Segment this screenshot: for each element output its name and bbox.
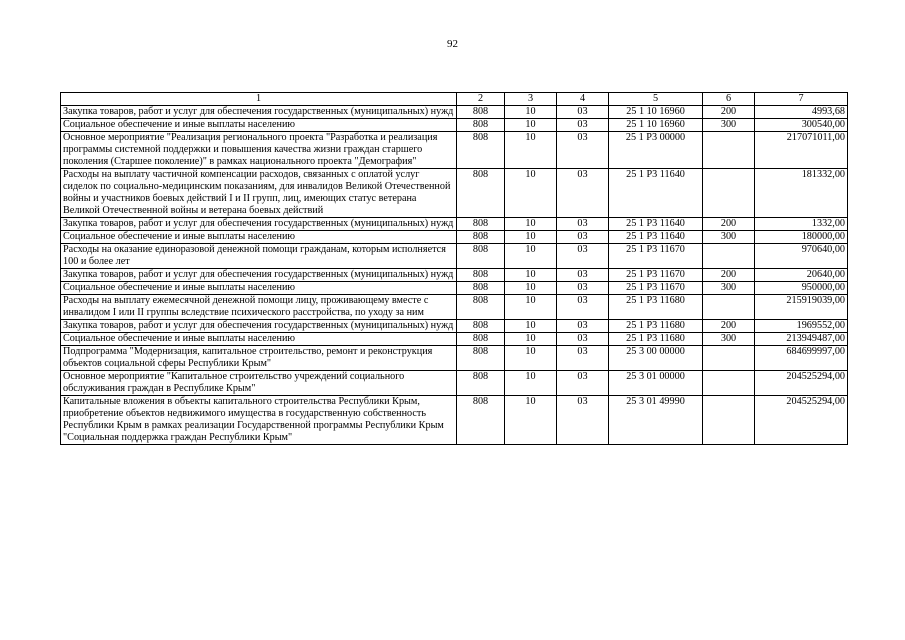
row-name-cell: Капитальные вложения в объекты капитального строительства Республики Крым, приобретение объектов недвижимого имущества в государственную собственность Республики Крым в рамках реализации Государственной программы Республики Крым "Социальная поддержка граждан Республики Крым": [61, 396, 457, 445]
row-expense-type-cell: [703, 244, 755, 269]
row-amount-cell: 300540,00: [755, 119, 848, 132]
row-expense-type-cell: [703, 295, 755, 320]
row-target-article-cell: 25 1 P3 11680: [609, 333, 703, 346]
row-section-cell: 10: [505, 282, 557, 295]
row-section-cell: 10: [505, 320, 557, 333]
row-section-cell: 10: [505, 269, 557, 282]
row-amount-cell: 950000,00: [755, 282, 848, 295]
row-grbs-cell: 808: [457, 132, 505, 169]
row-name-cell: Расходы на оказание единоразовой денежной помощи гражданам, которым исполняется 100 и более лет: [61, 244, 457, 269]
table-row: [61, 218, 848, 231]
row-subsection-cell: 03: [557, 320, 609, 333]
row-grbs-cell: 808: [457, 295, 505, 320]
row-section-cell: 10: [505, 244, 557, 269]
row-section-cell: 10: [505, 371, 557, 396]
row-expense-type-cell: 300: [703, 231, 755, 244]
table-row: [61, 346, 848, 371]
row-expense-type-cell: 300: [703, 119, 755, 132]
row-name-cell: Основное мероприятие "Реализация регионального проекта "Разработка и реализация программы системной поддержки и повышения качества жизни граждан старшего поколения (Старшее поколение)" в рамках национального проекта "Демография": [61, 132, 457, 169]
row-grbs-cell: 808: [457, 119, 505, 132]
row-expense-type-cell: 300: [703, 282, 755, 295]
row-name-cell: Закупка товаров, работ и услуг для обеспечения государственных (муниципальных) нужд: [61, 269, 457, 282]
row-subsection-cell: 03: [557, 282, 609, 295]
row-name-cell: Подпрограмма "Модернизация, капитальное строительство, ремонт и реконструкция объектов социальной сферы Республики Крым": [61, 346, 457, 371]
row-subsection-cell: 03: [557, 169, 609, 218]
row-section-cell: 10: [505, 218, 557, 231]
row-section-cell: 10: [505, 106, 557, 119]
row-section-cell: 10: [505, 231, 557, 244]
row-name-cell: Закупка товаров, работ и услуг для обеспечения государственных (муниципальных) нужд: [61, 320, 457, 333]
row-grbs-cell: 808: [457, 371, 505, 396]
header-cell: 7: [755, 93, 848, 106]
table-row: [61, 244, 848, 269]
row-target-article-cell: 25 1 P3 11640: [609, 218, 703, 231]
row-amount-cell: 213949487,00: [755, 333, 848, 346]
row-expense-type-cell: [703, 346, 755, 371]
row-section-cell: 10: [505, 333, 557, 346]
row-target-article-cell: 25 1 P3 11640: [609, 231, 703, 244]
row-expense-type-cell: [703, 396, 755, 445]
row-target-article-cell: 25 1 P3 11640: [609, 169, 703, 218]
row-name-cell: Социальное обеспечение и иные выплаты населению: [61, 282, 457, 295]
row-expense-type-cell: 200: [703, 106, 755, 119]
row-subsection-cell: 03: [557, 371, 609, 396]
row-amount-cell: 204525294,00: [755, 396, 848, 445]
row-subsection-cell: 03: [557, 132, 609, 169]
row-amount-cell: 204525294,00: [755, 371, 848, 396]
row-expense-type-cell: [703, 371, 755, 396]
table-row: [61, 132, 848, 169]
row-target-article-cell: 25 1 P3 11670: [609, 244, 703, 269]
table-row: [61, 333, 848, 346]
header-cell: 4: [557, 93, 609, 106]
row-subsection-cell: 03: [557, 295, 609, 320]
row-target-article-cell: 25 1 P3 00000: [609, 132, 703, 169]
row-grbs-cell: 808: [457, 106, 505, 119]
row-expense-type-cell: 200: [703, 218, 755, 231]
row-subsection-cell: 03: [557, 396, 609, 445]
row-expense-type-cell: 200: [703, 320, 755, 333]
row-grbs-cell: 808: [457, 346, 505, 371]
row-grbs-cell: 808: [457, 244, 505, 269]
row-amount-cell: 217071011,00: [755, 132, 848, 169]
row-name-cell: Социальное обеспечение и иные выплаты населению: [61, 231, 457, 244]
row-subsection-cell: 03: [557, 346, 609, 371]
row-grbs-cell: 808: [457, 320, 505, 333]
row-expense-type-cell: [703, 132, 755, 169]
row-target-article-cell: 25 3 01 00000: [609, 371, 703, 396]
row-target-article-cell: 25 1 10 16960: [609, 119, 703, 132]
row-subsection-cell: 03: [557, 333, 609, 346]
table-row: [61, 106, 848, 119]
header-cell: 1: [61, 93, 457, 106]
row-grbs-cell: 808: [457, 396, 505, 445]
row-amount-cell: 684699997,00: [755, 346, 848, 371]
row-name-cell: Расходы на выплату ежемесячной денежной помощи лицу, проживающему вместе с инвалидом I или II группы вследствие психического расстройства, по уходу за ним: [61, 295, 457, 320]
row-section-cell: 10: [505, 295, 557, 320]
header-cell: 6: [703, 93, 755, 106]
table-row: [61, 371, 848, 396]
header-cell: 3: [505, 93, 557, 106]
row-name-cell: Основное мероприятие "Капитальное строительство учреждений социального обслуживания граждан в Республике Крым": [61, 371, 457, 396]
table-row: [61, 231, 848, 244]
row-target-article-cell: 25 1 P3 11670: [609, 269, 703, 282]
row-subsection-cell: 03: [557, 218, 609, 231]
row-section-cell: 10: [505, 119, 557, 132]
row-amount-cell: 215919039,00: [755, 295, 848, 320]
row-subsection-cell: 03: [557, 106, 609, 119]
row-amount-cell: 1969552,00: [755, 320, 848, 333]
table-row: [61, 282, 848, 295]
row-grbs-cell: 808: [457, 333, 505, 346]
row-section-cell: 10: [505, 346, 557, 371]
row-name-cell: Социальное обеспечение и иные выплаты населению: [61, 333, 457, 346]
row-target-article-cell: 25 1 10 16960: [609, 106, 703, 119]
row-target-article-cell: 25 3 00 00000: [609, 346, 703, 371]
row-grbs-cell: 808: [457, 231, 505, 244]
table-row: [61, 320, 848, 333]
budget-table: [60, 92, 848, 445]
row-grbs-cell: 808: [457, 282, 505, 295]
row-subsection-cell: 03: [557, 244, 609, 269]
header-row: [61, 93, 848, 106]
row-expense-type-cell: [703, 169, 755, 218]
table-row: [61, 295, 848, 320]
header-cell: 5: [609, 93, 703, 106]
row-grbs-cell: 808: [457, 218, 505, 231]
row-name-cell: Социальное обеспечение и иные выплаты населению: [61, 119, 457, 132]
row-amount-cell: 20640,00: [755, 269, 848, 282]
row-name-cell: Закупка товаров, работ и услуг для обеспечения государственных (муниципальных) нужд: [61, 106, 457, 119]
row-target-article-cell: 25 1 P3 11670: [609, 282, 703, 295]
row-name-cell: Расходы на выплату частичной компенсации расходов, связанных с оплатой услуг сиделок по социально-медицинским показаниям, для инвалидов Великой Отечественной войны и участников боевых действий I и II групп, лиц, имеющих статус ветерана Великой Отечественной войны и ветерана боевых действий: [61, 169, 457, 218]
row-subsection-cell: 03: [557, 269, 609, 282]
row-amount-cell: 180000,00: [755, 231, 848, 244]
table-row: [61, 269, 848, 282]
row-expense-type-cell: 300: [703, 333, 755, 346]
row-subsection-cell: 03: [557, 231, 609, 244]
row-section-cell: 10: [505, 132, 557, 169]
row-target-article-cell: 25 3 01 49990: [609, 396, 703, 445]
row-grbs-cell: 808: [457, 269, 505, 282]
page-number: 92: [447, 38, 458, 50]
table-row: [61, 119, 848, 132]
table-row: [61, 396, 848, 445]
row-name-cell: Закупка товаров, работ и услуг для обеспечения государственных (муниципальных) нужд: [61, 218, 457, 231]
row-target-article-cell: 25 1 P3 11680: [609, 295, 703, 320]
row-section-cell: 10: [505, 169, 557, 218]
row-section-cell: 10: [505, 396, 557, 445]
row-amount-cell: 181332,00: [755, 169, 848, 218]
row-amount-cell: 970640,00: [755, 244, 848, 269]
row-subsection-cell: 03: [557, 119, 609, 132]
row-target-article-cell: 25 1 P3 11680: [609, 320, 703, 333]
header-cell: 2: [457, 93, 505, 106]
row-expense-type-cell: 200: [703, 269, 755, 282]
row-amount-cell: 1332,00: [755, 218, 848, 231]
row-amount-cell: 4993,68: [755, 106, 848, 119]
row-grbs-cell: 808: [457, 169, 505, 218]
table-row: [61, 169, 848, 218]
